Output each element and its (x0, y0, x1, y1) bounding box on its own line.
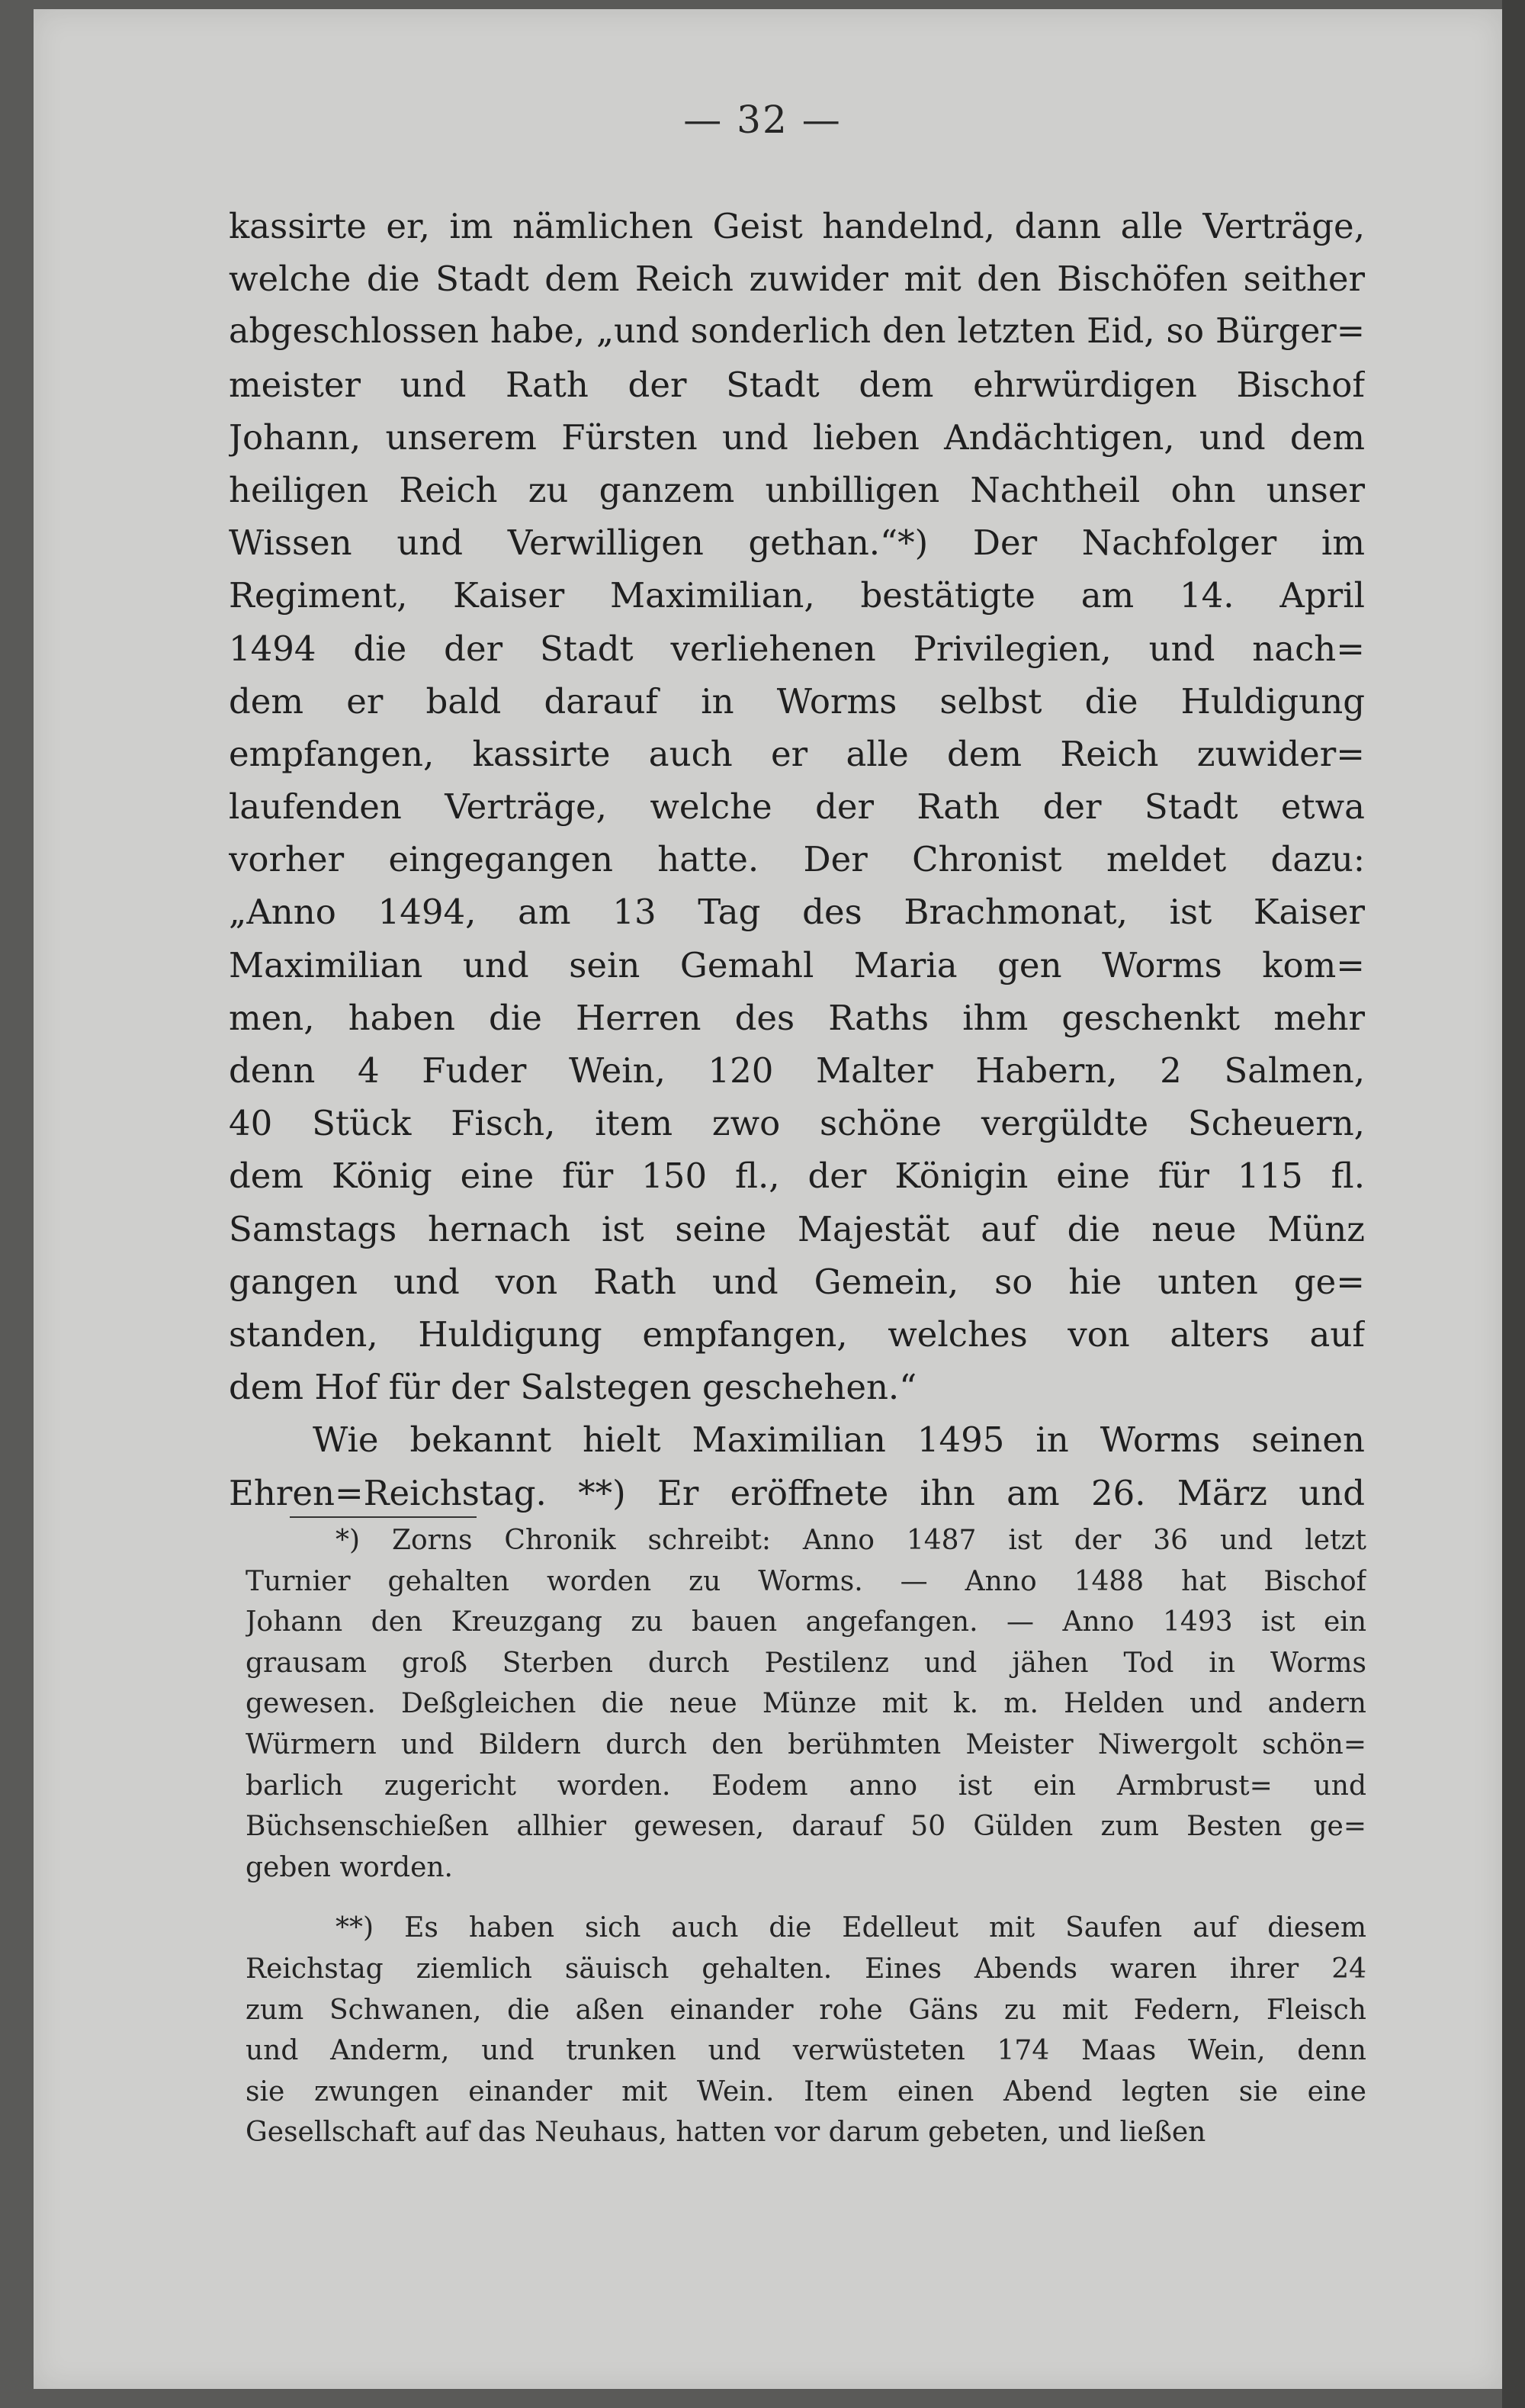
footnote-line: gewesen. Deßgleichen die neue Münze mit k. m. Helden und andern (246, 1688, 1366, 1720)
footnote-line: geben worden. (246, 1851, 454, 1883)
body-line: dem Hof für der Salstegen geschehen.“ (229, 1367, 917, 1408)
footnotes (246, 1520, 1366, 2153)
body-line: dem König eine für 150 fl., der Königin eine für 115 fl. (229, 1156, 1365, 1197)
page-number: — 32 — (683, 98, 842, 142)
body-line: gangen und von Rath und Gemein, so hie unten ge= (229, 1261, 1365, 1302)
body-line: Wie bekannt hielt Maximilian 1495 in Worms seinen (313, 1419, 1365, 1461)
body-line: dem er bald darauf in Worms selbst die Huldigung (229, 680, 1365, 722)
body-text (229, 200, 1365, 1519)
footnote-gap (246, 1888, 1366, 1908)
body-line: standen, Huldigung empfangen, welches von alters auf (229, 1313, 1365, 1355)
body-line: laufenden Verträge, welche der Rath der Stadt etwa (229, 786, 1365, 828)
body-line: empfangen, kassirte auch er alle dem Reich zuwider= (229, 733, 1365, 774)
scan-edge (1502, 0, 1525, 2408)
footnote-line: Reichstag ziemlich säuisch gehalten. Eines Abends waren ihrer 24 (246, 1953, 1366, 1985)
footnote-line: **) Es haben sich auch die Edelleut mit Saufen auf diesem (336, 1912, 1366, 1944)
body-line: Johann, unserem Fürsten und lieben Andächtigen, und dem (229, 416, 1365, 458)
footnote-line: Turnier gehalten worden zu Worms. — Anno 1488 hat Bischof (246, 1565, 1366, 1597)
body-line: denn 4 Fuder Wein, 120 Malter Habern, 2 Salmen, (229, 1050, 1365, 1091)
footnote-line: zum Schwanen, die aßen einander rohe Gäns zu mit Federn, Fleisch (246, 1994, 1366, 2026)
body-line: vorher eingegangen hatte. Der Chronist meldet dazu: (229, 839, 1365, 880)
body-line: men, haben die Herren des Raths ihm geschenkt mehr (229, 997, 1365, 1038)
footnote-line: und Anderm, und trunken und verwüsteten 174 Maas Wein, denn (246, 2035, 1366, 2067)
body-line: Wissen und Verwilligen gethan.“*) Der Nachfolger im (229, 522, 1365, 564)
body-line: 40 Stück Fisch, item zwo schöne vergüldte Scheuern, (229, 1103, 1365, 1144)
body-line: heiligen Reich zu ganzem unbilligen Nachtheil ohn unser (229, 469, 1365, 510)
body-line: welche die Stadt dem Reich zuwider mit den Bischöfen seither (229, 259, 1365, 300)
footnote-line: Johann den Kreuzgang zu bauen angefangen. — Anno 1493 ist ein (246, 1606, 1366, 1638)
body-line: Samstags hernach ist seine Majestät auf die neue Münz (229, 1208, 1365, 1249)
footnote-divider (290, 1516, 477, 1518)
body-line: 1494 die der Stadt verliehenen Privilegien, und nach= (229, 628, 1365, 669)
footnote-line: Büchsenschießen allhier gewesen, darauf 50 Gülden zum Besten ge= (246, 1811, 1366, 1843)
body-line: abgeschlossen habe, „und sonderlich den letzten Eid, so Bürger= (229, 312, 1365, 352)
footnote-line: grausam groß Sterben durch Pestilenz und jähen Tod in Worms (246, 1647, 1366, 1679)
footnote-line: barlich zugericht worden. Eodem anno ist ein Armbrust= und (246, 1770, 1366, 1802)
body-line: Regiment, Kaiser Maximilian, bestätigte am 14. April (229, 575, 1365, 616)
body-line: „Anno 1494, am 13 Tag des Brachmonat, ist Kaiser (229, 892, 1365, 933)
body-line: meister und Rath der Stadt dem ehrwürdigen Bischof (229, 364, 1365, 405)
body-line: kassirte er, im nämlichen Geist handelnd, dann alle Verträge, (229, 206, 1365, 246)
body-line: Ehren=Reichstag. **) Er eröffnete ihn am 26. März und (229, 1472, 1365, 1513)
body-line: Maximilian und sein Gemahl Maria gen Worms kom= (229, 944, 1365, 985)
footnote-line: Gesellschaft auf das Neuhaus, hatten vor darum gebeten, und ließen (246, 2117, 1206, 2149)
footnote-line: sie zwungen einander mit Wein. Item einen Abend legten sie eine (246, 2075, 1366, 2107)
footnote-line: *) Zorns Chronik schreibt: Anno 1487 ist der 36 und letzt (336, 1525, 1366, 1556)
footnote-line: Würmern und Bildern durch den berühmten Meister Niwergolt schön= (246, 1728, 1366, 1760)
